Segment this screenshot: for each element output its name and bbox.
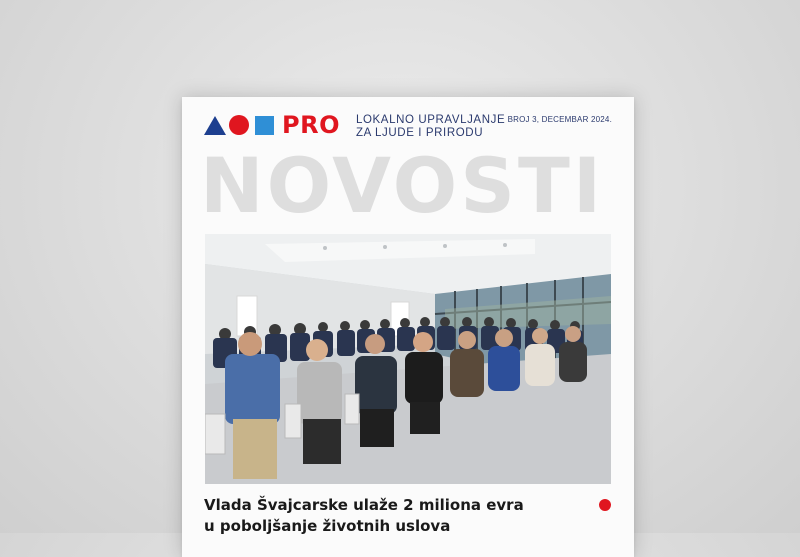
headline-line-2: u poboljšanje životnih uslova (204, 517, 451, 535)
circle-icon (229, 115, 249, 135)
newsletter-cover (182, 97, 634, 557)
tagline-line-1: LOKALNO UPRAVLJANJE (356, 114, 506, 126)
logo-word: PRO (282, 111, 340, 139)
red-dot-icon (599, 499, 611, 511)
headline-line-1: Vlada Švajcarske ulaže 2 miliona evra (204, 496, 524, 514)
issue-label: BROJ 3, DECEMBAR 2024. (507, 115, 612, 124)
square-icon (255, 116, 274, 135)
conference-photo (205, 234, 611, 484)
tagline-line-2: ZA LJUDE I PRIRODU (356, 127, 484, 139)
tagline (356, 114, 526, 140)
masthead-title: NOVOSTI (200, 141, 605, 230)
pro-logo (204, 111, 344, 139)
triangle-icon (204, 116, 226, 135)
headline[interactable] (204, 495, 534, 537)
